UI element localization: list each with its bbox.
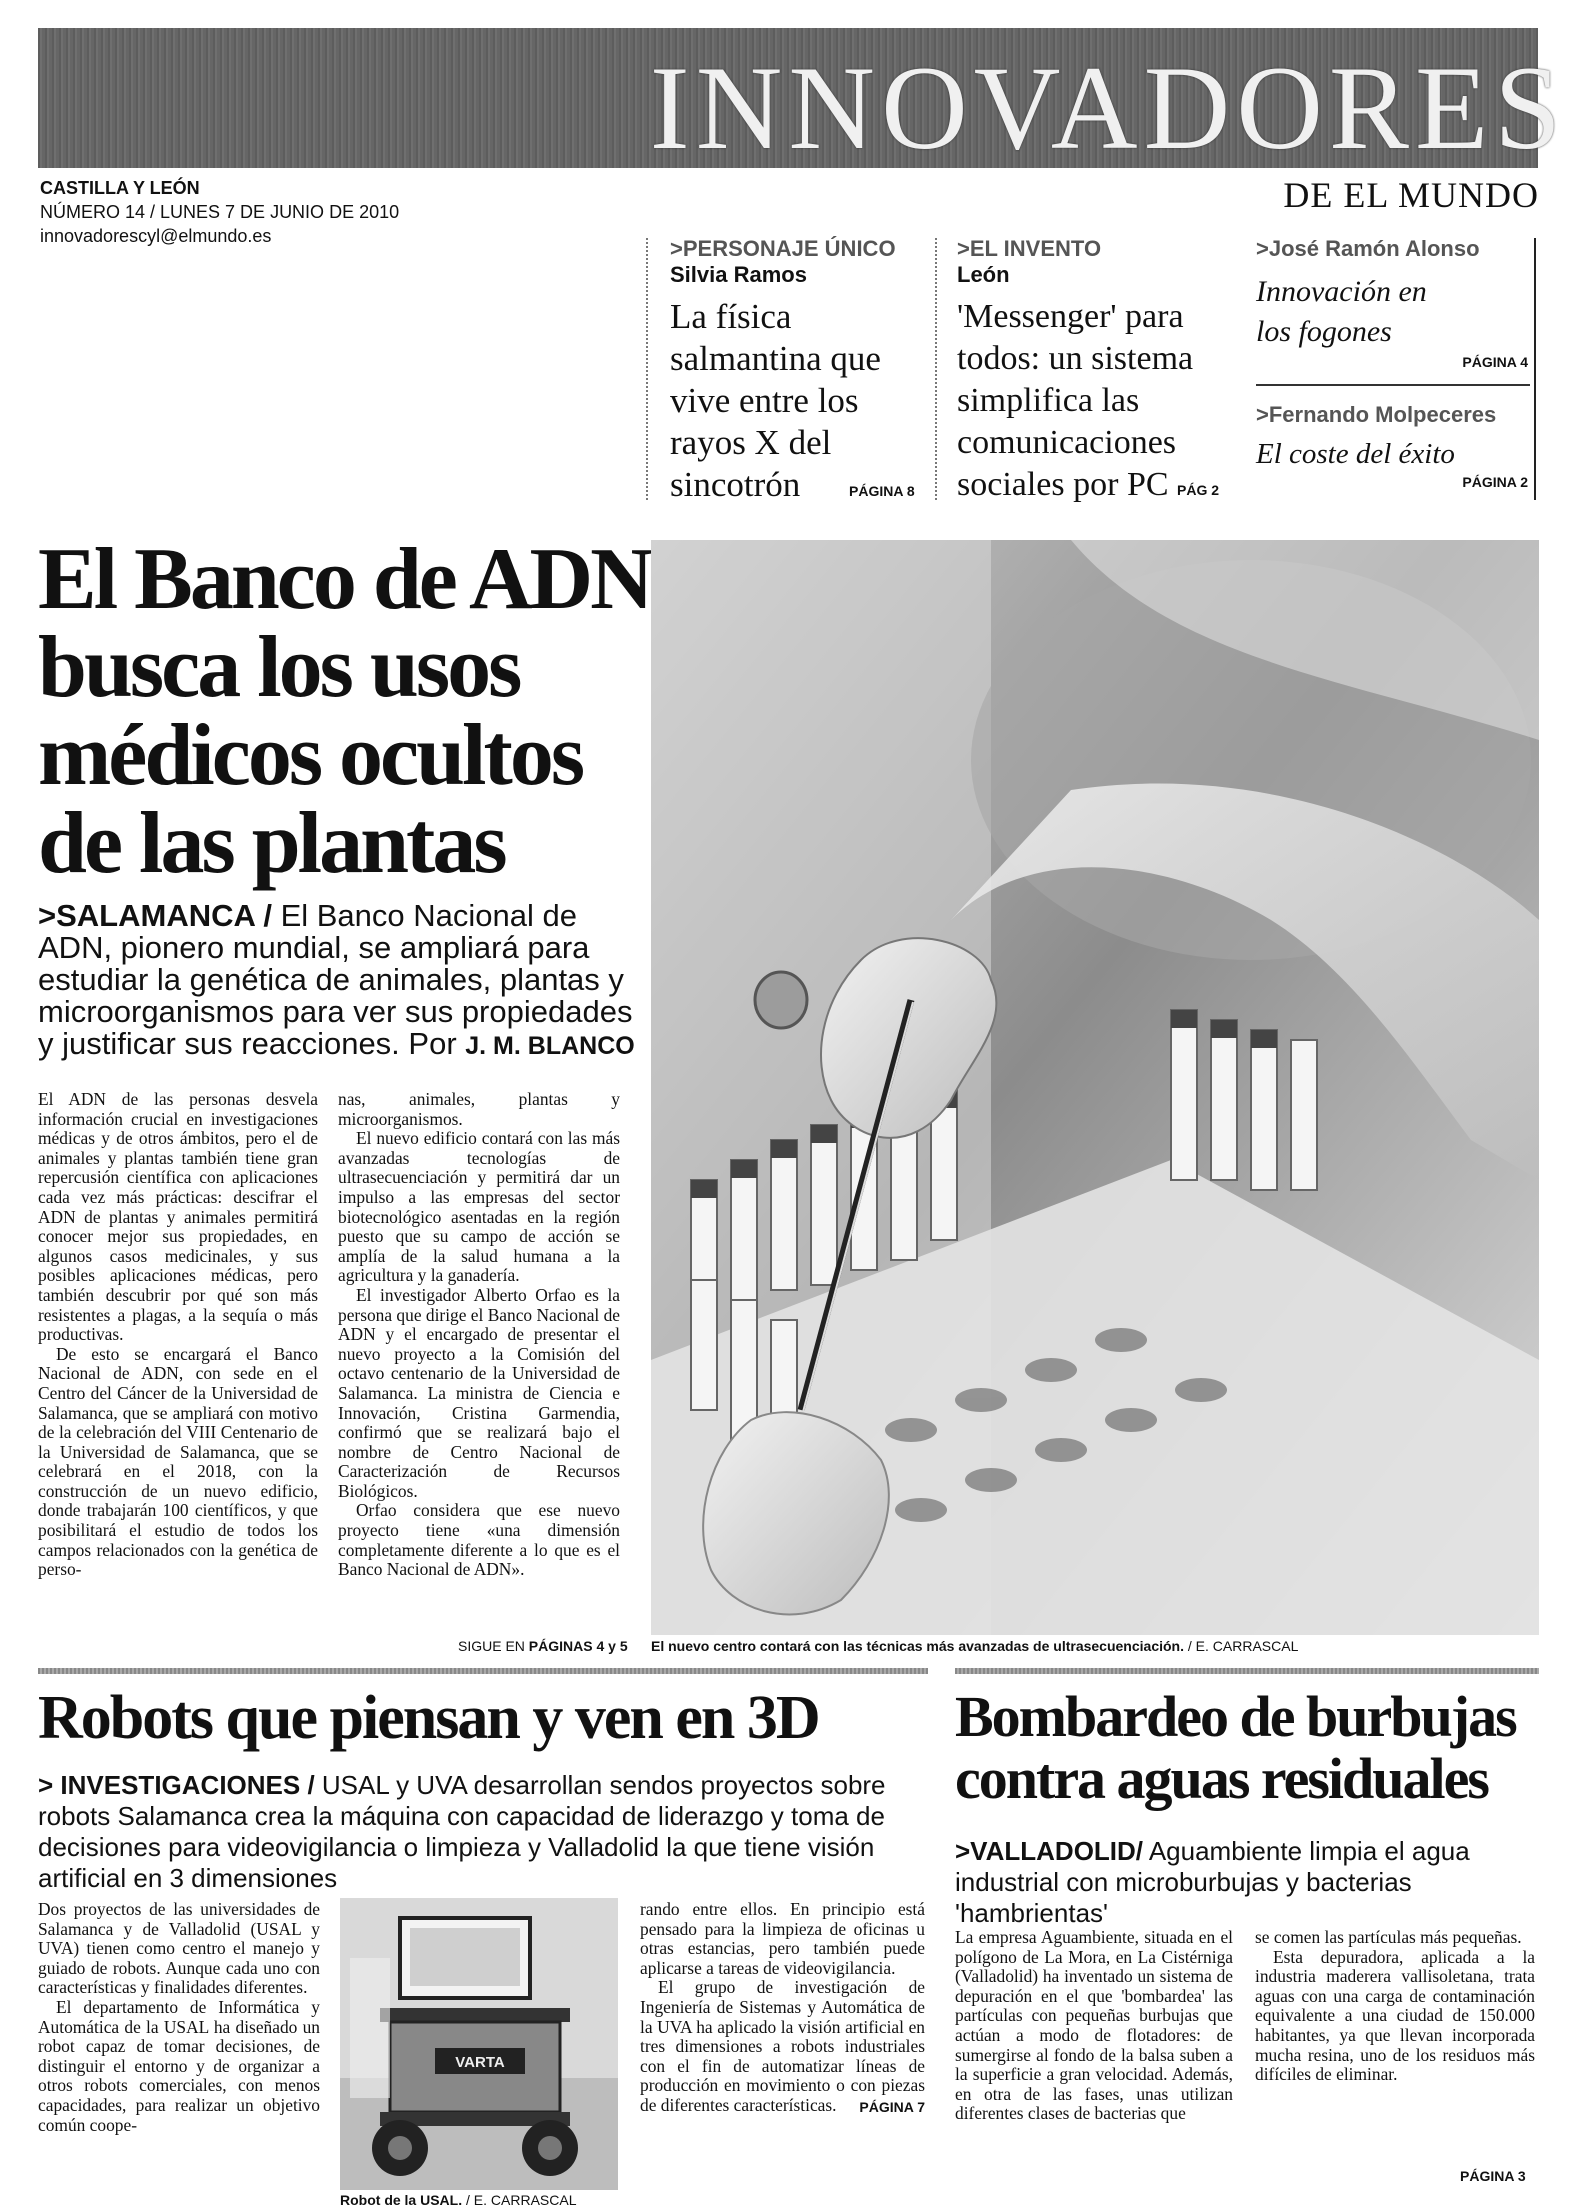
teaser-opinion-1[interactable] bbox=[1256, 236, 1528, 370]
divider bbox=[646, 238, 648, 500]
battery-label: VARTA bbox=[455, 2054, 505, 2071]
page-ref: PÁGINA 8 bbox=[849, 483, 915, 499]
deck-kicker: >VALLADOLID/ bbox=[955, 1836, 1144, 1866]
robots-body-col-2: rando entre ellos. En principio está pensado para la limpieza de oficinas u otras estancias, pero también puede aplicarse a tareas de videovigilancia. El grupo de investigación de Ingeniería de Sistemas y Automática de la UVA ha aplicado la visión artificial en tres dimensiones a robots industriales con el fin de automatizar líneas de producción en movimiento o con piezas de diferentes características. PÁGINA 7 bbox=[640, 1900, 925, 2117]
robot-photo bbox=[340, 1898, 618, 2190]
divider bbox=[1256, 384, 1530, 386]
robot-illustration bbox=[340, 1898, 618, 2190]
masthead-subtitle: DE EL MUNDO bbox=[1283, 175, 1539, 215]
burbujas-deck: >VALLADOLID/ Aguambiente limpia el agua industrial con microburbujas y bacterias 'hambrientas' bbox=[955, 1836, 1470, 1928]
section-rule bbox=[955, 1668, 1539, 1674]
section-rule bbox=[38, 1668, 928, 1674]
burbujas-body-col-2: se comen las partículas más pequeñas. Esta depuradora, aplicada a la industria maderera vallisoletana, trata aguas con una carga de contaminación equivalente a una ciudad de 150.000 habitantes, ya que llevan incorporada mucha resina, uno de los residuos más difíciles de eliminar. bbox=[1255, 1927, 1535, 2085]
columnist-name: >Fernando Molpeceres bbox=[1256, 402, 1497, 427]
robots-headline[interactable]: Robots que piensan y ven en 3D bbox=[38, 1684, 819, 1752]
lead-deck: >SALAMANCA / El Banco Nacional de ADN, pionero mundial, se ampliará para estudiar la genética de animales, plantas y microorganismos para ver sus propiedades y justificar sus reacciones. Por J. M. BLANCO bbox=[38, 898, 635, 1061]
teaser-invento[interactable] bbox=[957, 236, 1247, 511]
page-ref: PÁGINA 3 bbox=[1460, 2168, 1526, 2184]
teaser-headline: El coste del éxito bbox=[1256, 438, 1455, 470]
divider bbox=[935, 238, 937, 500]
divider bbox=[1534, 238, 1536, 500]
teaser-headline: 'Messenger' para todos: un sistema simplifica las comunicaciones sociales por PC PÁG 2 bbox=[957, 298, 1220, 503]
deck-kicker: >SALAMANCA / bbox=[38, 898, 272, 933]
robots-body-col-1: Dos proyectos de las universidades de Salamanca y de Valladolid (USAL y UVA) tienen como centro el manejo y guiado de robots. Aunque cada uno con características y finalidades diferentes. El departamento de Informática y Automática de la USAL ha diseñado un robot capaz de tomar decisiones, de distinguir el entorno y de organizar a otros robots comerciales, con menos capacidades, para realizar un objetivo común coope- bbox=[38, 1899, 320, 2135]
teaser-headline: La física salmantina que vive entre los rayos X del sincotrón PÁGINA 8 bbox=[670, 297, 915, 504]
lead-photo bbox=[651, 540, 1539, 1635]
teaser-opinion-2[interactable] bbox=[1256, 402, 1528, 490]
deck-kicker: > INVESTIGACIONES / bbox=[38, 1770, 315, 1800]
lead-headline[interactable]: El Banco de ADN busca los usos médicos ocultos de las plantas bbox=[38, 531, 651, 892]
lead-body-col-1: El ADN de las personas desvela información crucial en investigaciones médicas y de otros ámbitos, pero el de animales y plantas también tiene gran repercusión científica con aplicaciones cada vez más prácticas: descifrar el ADN de plantas y animales permitirá conocer mejor sus propiedades, en algunos casos medicinales, y sus posibles aplicaciones médicas, pero también descubrir por qué son más resistentes a plagas, a la sequía o más productivas. De esto se encargará el Banco Nacional de ADN, con sede en el Centro del Cáncer de la Universidad de Salamanca, que se ampliará con motivo de la celebración del VIII Centenario de la Universidad de Salamanca, que se celebrará en el 2018, con la construcción de un nuevo edificio, donde trabajarán 100 científicos, y que posibilitará el estudio de todos los campos relacionados con la genética de perso- bbox=[38, 1089, 318, 1580]
teaser-kicker: >PERSONAJE ÚNICO bbox=[670, 236, 896, 261]
contact-email[interactable]: innovadorescyl@elmundo.es bbox=[40, 226, 272, 246]
issue-line: NÚMERO 14 / LUNES 7 DE JUNIO DE 2010 bbox=[40, 202, 400, 222]
lab-illustration bbox=[651, 540, 1539, 1635]
teaser-subject: Silvia Ramos bbox=[670, 262, 807, 287]
page-ref: PÁGINA 2 bbox=[1462, 474, 1528, 490]
teaser-headline: Innovación en los fogones bbox=[1256, 275, 1427, 348]
byline: J. M. BLANCO bbox=[465, 1032, 635, 1060]
teaser-kicker: >EL INVENTO bbox=[957, 236, 1102, 261]
masthead-title: INNOVADORES bbox=[649, 41, 1567, 174]
photo-caption: El nuevo centro contará con las técnicas más avanzadas de ultrasecuenciación. / E. CARRASCAL bbox=[651, 1638, 1299, 1654]
page-ref: PÁG 2 bbox=[1177, 482, 1220, 498]
page-ref: PÁGINA 7 bbox=[859, 2098, 925, 2115]
region-label: CASTILLA Y LEÓN bbox=[40, 178, 200, 198]
lead-body-col-2: nas, animales, plantas y microorganismos. El nuevo edificio contará con las más avanzadas tecnologías de ultrasecuenciación y permitirá dar un impulso a las empresas del sector biotecnológico asentadas en la región puesto que su campo de acción se amplía de la salud humana a la agricultura y la ganadería. El investigador Alberto Orfao es la persona que dirige el Banco Nacional de ADN y el encargado de presentar el nuevo proyecto a la Comisión del octavo centenario de la Universidad de Salamanca. La ministra de Ciencia e Innovación, Cristina Garmendia, confirmó que se realizará bajo el nombre de Centro Nacional de Caracterización de Recursos Biológicos. Orfao considera que ese nuevo proyecto tiene «una dimensión completamente diferente a lo que es el Banco Nacional de ADN». bbox=[338, 1089, 621, 1580]
columnist-name: >José Ramón Alonso bbox=[1256, 236, 1480, 261]
robots-deck: > INVESTIGACIONES / USAL y UVA desarrollan sendos proyectos sobre robots Salamanca crea la máquina con capacidad de liderazgo y toma de decisiones para videovigilancia o limpieza y Valladolid la que tiene visión artificial en 3 dimensiones bbox=[38, 1770, 886, 1893]
continue-ref[interactable]: SIGUE EN PÁGINAS 4 y 5 bbox=[458, 1638, 628, 1654]
page-ref: PÁGINA 4 bbox=[1462, 354, 1528, 370]
robot-photo-caption: Robot de la USAL. / E. CARRASCAL bbox=[340, 2192, 577, 2208]
burbujas-headline[interactable]: Bombardeo de burbujas contra aguas residuales bbox=[955, 1684, 1516, 1811]
burbujas-body-col-1: La empresa Aguambiente, situada en el polígono de La Mora, en La Cistérniga (Valladolid) ha inventado un sistema de depuración en el que 'bombardea' las partículas con pequeñas burbujas que actúan a modo de flotadores: de sumergirse al fondo de la balsa suben a la superficie a gran velocidad. Además, en otra de las fases, unas utilizan diferentes clases de bacterias que bbox=[955, 1927, 1233, 2124]
teaser-subject: León bbox=[957, 262, 1010, 287]
teaser-personaje[interactable] bbox=[670, 236, 935, 512]
